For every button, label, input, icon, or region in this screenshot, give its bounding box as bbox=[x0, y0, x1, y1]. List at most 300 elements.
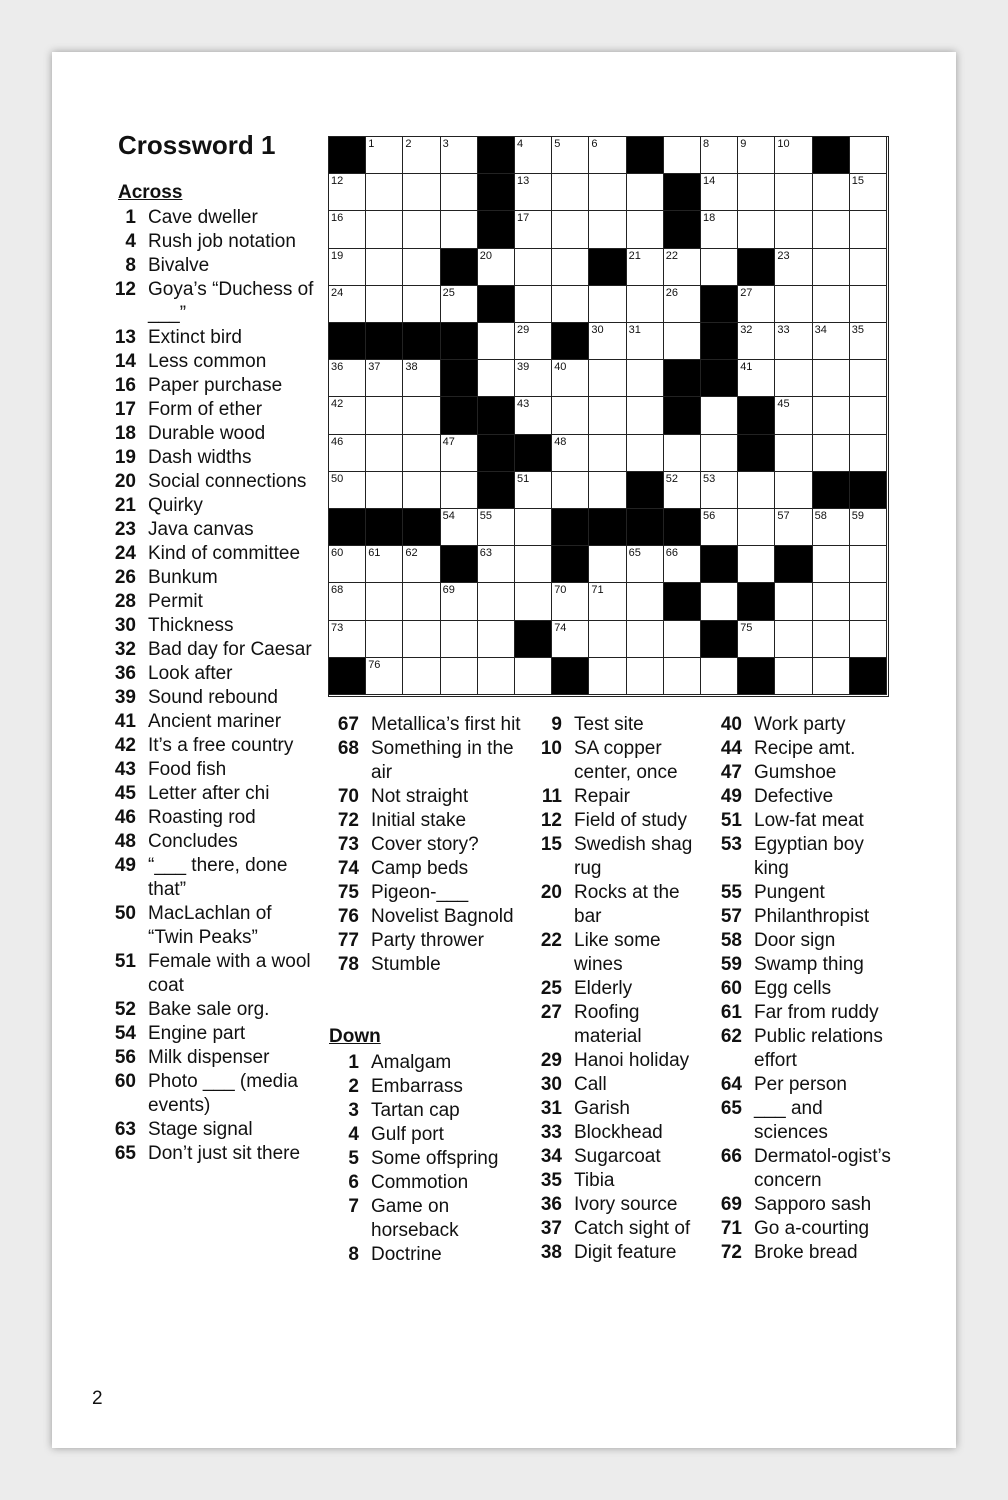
grid-cell[interactable] bbox=[701, 211, 738, 248]
across-clue bbox=[329, 737, 534, 785]
black-square bbox=[515, 621, 552, 658]
clue-number: 45 bbox=[114, 783, 136, 804]
cell-number: 21 bbox=[628, 249, 641, 262]
grid-cell[interactable] bbox=[366, 435, 403, 472]
grid-cell[interactable] bbox=[403, 397, 440, 434]
grid-cell[interactable] bbox=[478, 621, 515, 658]
clue-text: “___ there, done that” bbox=[148, 855, 288, 901]
clue-number: 2 bbox=[348, 1076, 359, 1097]
clue-number: 46 bbox=[114, 807, 136, 828]
grid-cell[interactable] bbox=[441, 435, 478, 472]
grid-cell[interactable] bbox=[515, 286, 552, 323]
grid-cell[interactable] bbox=[664, 286, 701, 323]
grid-cell[interactable] bbox=[664, 546, 701, 583]
across-clue bbox=[106, 350, 322, 374]
grid-cell[interactable] bbox=[775, 211, 812, 248]
down-clue bbox=[532, 1073, 707, 1097]
grid-cell[interactable] bbox=[515, 472, 552, 509]
cell-number: 74 bbox=[554, 621, 567, 634]
clue-number: 63 bbox=[114, 1119, 136, 1140]
grid-cell[interactable] bbox=[403, 286, 440, 323]
grid-cell[interactable] bbox=[441, 583, 478, 620]
down-clue bbox=[712, 761, 896, 785]
clue-number: 57 bbox=[720, 906, 742, 927]
grid-cell[interactable] bbox=[366, 472, 403, 509]
grid-cell[interactable] bbox=[813, 174, 850, 211]
grid-cell[interactable] bbox=[515, 174, 552, 211]
clue-number: 51 bbox=[720, 810, 742, 831]
grid-cell[interactable] bbox=[701, 658, 738, 695]
grid-cell[interactable] bbox=[366, 286, 403, 323]
black-square bbox=[813, 472, 850, 509]
grid-cell[interactable] bbox=[478, 323, 515, 360]
grid-cell[interactable] bbox=[552, 583, 589, 620]
cell-number: 50 bbox=[331, 472, 344, 485]
black-square bbox=[441, 249, 478, 286]
black-square bbox=[701, 360, 738, 397]
down-clue bbox=[532, 1193, 707, 1217]
clue-number: 29 bbox=[540, 1050, 562, 1071]
grid-cell[interactable] bbox=[329, 249, 366, 286]
grid-cell[interactable] bbox=[775, 583, 812, 620]
black-square bbox=[738, 583, 775, 620]
down-clue bbox=[712, 713, 896, 737]
grid-cell[interactable] bbox=[478, 546, 515, 583]
grid-cell[interactable] bbox=[329, 211, 366, 248]
grid-cell[interactable] bbox=[441, 137, 478, 174]
grid-cell[interactable] bbox=[552, 174, 589, 211]
clue-text: Female with a wool coat bbox=[148, 951, 311, 997]
grid-cell[interactable] bbox=[441, 211, 478, 248]
grid-cell[interactable] bbox=[775, 658, 812, 695]
cell-number: 14 bbox=[703, 175, 716, 188]
down-clue bbox=[532, 1097, 707, 1121]
grid-cell[interactable] bbox=[589, 583, 626, 620]
grid-cell[interactable] bbox=[701, 137, 738, 174]
grid-cell[interactable] bbox=[329, 472, 366, 509]
cell-number: 17 bbox=[517, 212, 530, 225]
grid-cell[interactable] bbox=[813, 249, 850, 286]
grid-cell[interactable] bbox=[552, 286, 589, 323]
down-clue bbox=[712, 1145, 896, 1193]
grid-cell[interactable] bbox=[589, 360, 626, 397]
grid-cell[interactable] bbox=[329, 621, 366, 658]
down-clue bbox=[329, 1099, 534, 1123]
grid-cell[interactable] bbox=[403, 583, 440, 620]
clue-number: 30 bbox=[540, 1074, 562, 1095]
black-square bbox=[627, 137, 664, 174]
grid-cell[interactable] bbox=[329, 174, 366, 211]
cell-number: 76 bbox=[368, 658, 381, 671]
cell-number: 34 bbox=[814, 324, 827, 336]
grid-cell[interactable] bbox=[552, 211, 589, 248]
grid-cell[interactable] bbox=[738, 286, 775, 323]
clue-number: 65 bbox=[114, 1143, 136, 1164]
clue-text: Gulf port bbox=[371, 1124, 444, 1145]
grid-cell[interactable] bbox=[627, 174, 664, 211]
grid-cell[interactable] bbox=[775, 360, 812, 397]
grid-cell[interactable] bbox=[403, 174, 440, 211]
clue-number: 60 bbox=[114, 1071, 136, 1092]
grid-cell[interactable] bbox=[850, 174, 887, 211]
clue-number: 49 bbox=[114, 855, 136, 876]
clue-text: Bake sale org. bbox=[148, 999, 270, 1020]
grid-cell[interactable] bbox=[589, 137, 626, 174]
grid-cell[interactable] bbox=[403, 249, 440, 286]
grid-cell[interactable] bbox=[775, 472, 812, 509]
grid-cell[interactable] bbox=[403, 546, 440, 583]
grid-cell[interactable] bbox=[366, 397, 403, 434]
black-square bbox=[552, 323, 589, 360]
cell-number: 47 bbox=[442, 435, 455, 448]
black-square bbox=[664, 174, 701, 211]
down-clue bbox=[532, 737, 707, 785]
clue-number: 31 bbox=[540, 1098, 562, 1119]
across-clue bbox=[106, 782, 322, 806]
clue-text: Quirky bbox=[148, 495, 203, 516]
grid-cell[interactable] bbox=[366, 137, 403, 174]
grid-cell[interactable] bbox=[441, 621, 478, 658]
clue-number: 56 bbox=[114, 1047, 136, 1068]
grid-cell[interactable] bbox=[589, 323, 626, 360]
grid-cell[interactable] bbox=[441, 658, 478, 695]
grid-cell[interactable] bbox=[366, 174, 403, 211]
clue-number: 73 bbox=[337, 834, 359, 855]
clue-text: Java canvas bbox=[148, 519, 254, 540]
black-square bbox=[552, 509, 589, 546]
clue-number: 65 bbox=[720, 1098, 742, 1119]
grid-cell[interactable] bbox=[775, 323, 812, 360]
grid-cell[interactable] bbox=[813, 509, 850, 546]
grid-cell[interactable] bbox=[552, 621, 589, 658]
grid-cell[interactable] bbox=[329, 546, 366, 583]
grid-cell[interactable] bbox=[850, 546, 887, 583]
black-square bbox=[701, 546, 738, 583]
down-clue bbox=[712, 881, 896, 905]
grid-cell[interactable] bbox=[627, 397, 664, 434]
grid-cell[interactable] bbox=[775, 397, 812, 434]
clue-number: 75 bbox=[337, 882, 359, 903]
grid-cell[interactable] bbox=[664, 137, 701, 174]
clue-text: Letter after chi bbox=[148, 783, 270, 804]
grid-cell[interactable] bbox=[775, 174, 812, 211]
clue-number: 34 bbox=[540, 1146, 562, 1167]
clue-text: Work party bbox=[754, 714, 846, 735]
grid-cell[interactable] bbox=[850, 435, 887, 472]
grid-cell[interactable] bbox=[850, 323, 887, 360]
grid-cell[interactable] bbox=[329, 360, 366, 397]
down-clue bbox=[329, 1147, 534, 1171]
grid-cell[interactable] bbox=[664, 323, 701, 360]
grid-cell[interactable] bbox=[589, 286, 626, 323]
clue-text: Field of study bbox=[574, 810, 687, 831]
grid-cell[interactable] bbox=[738, 323, 775, 360]
clue-text: Dermatol-ogist’s concern bbox=[754, 1146, 891, 1192]
grid-cell[interactable] bbox=[478, 583, 515, 620]
down-clue bbox=[532, 977, 707, 1001]
grid-cell[interactable] bbox=[589, 211, 626, 248]
black-square bbox=[478, 211, 515, 248]
black-square bbox=[738, 397, 775, 434]
clue-text: Rush job notation bbox=[148, 231, 296, 252]
grid-cell[interactable] bbox=[738, 174, 775, 211]
down-clue bbox=[532, 929, 707, 977]
grid-cell[interactable] bbox=[627, 249, 664, 286]
grid-cell[interactable] bbox=[664, 621, 701, 658]
cell-number: 5 bbox=[554, 138, 561, 150]
grid-cell[interactable] bbox=[664, 435, 701, 472]
grid-cell[interactable] bbox=[627, 546, 664, 583]
black-square bbox=[738, 435, 775, 472]
grid-cell[interactable] bbox=[589, 472, 626, 509]
grid-cell[interactable] bbox=[478, 249, 515, 286]
grid-cell[interactable] bbox=[515, 583, 552, 620]
cell-number: 53 bbox=[703, 472, 716, 485]
grid-cell[interactable] bbox=[589, 397, 626, 434]
cell-number: 24 bbox=[331, 286, 344, 299]
grid-cell[interactable] bbox=[515, 249, 552, 286]
grid-cell[interactable] bbox=[813, 435, 850, 472]
cell-number: 54 bbox=[442, 510, 455, 522]
clue-text: Tibia bbox=[574, 1170, 615, 1191]
grid-cell[interactable] bbox=[441, 472, 478, 509]
grid-cell[interactable] bbox=[813, 360, 850, 397]
down-clue bbox=[712, 809, 896, 833]
down-clue bbox=[532, 1049, 707, 1073]
grid-cell[interactable] bbox=[627, 211, 664, 248]
cell-number: 58 bbox=[814, 510, 827, 522]
cell-number: 45 bbox=[777, 398, 790, 411]
grid-cell[interactable] bbox=[738, 509, 775, 546]
black-square bbox=[813, 137, 850, 174]
cell-number: 29 bbox=[517, 324, 530, 336]
clue-number: 20 bbox=[114, 471, 136, 492]
cell-number: 4 bbox=[517, 138, 524, 150]
grid-cell[interactable] bbox=[775, 621, 812, 658]
grid-cell[interactable] bbox=[515, 360, 552, 397]
grid-cell[interactable] bbox=[589, 658, 626, 695]
clue-number: 55 bbox=[720, 882, 742, 903]
across-clue bbox=[106, 1022, 322, 1046]
clue-number: 13 bbox=[114, 327, 136, 348]
clue-number: 19 bbox=[114, 447, 136, 468]
grid-cell[interactable] bbox=[701, 435, 738, 472]
clue-number: 78 bbox=[337, 954, 359, 975]
clue-number: 72 bbox=[337, 810, 359, 831]
grid-cell[interactable] bbox=[738, 621, 775, 658]
grid-cell[interactable] bbox=[552, 472, 589, 509]
grid-cell[interactable] bbox=[403, 658, 440, 695]
grid-cell[interactable] bbox=[627, 286, 664, 323]
clue-number: 70 bbox=[337, 786, 359, 807]
grid-cell[interactable] bbox=[813, 397, 850, 434]
grid-cell[interactable] bbox=[441, 509, 478, 546]
grid-cell[interactable] bbox=[738, 211, 775, 248]
black-square bbox=[478, 472, 515, 509]
grid-cell[interactable] bbox=[403, 621, 440, 658]
grid-cell[interactable] bbox=[738, 546, 775, 583]
across-clue bbox=[106, 998, 322, 1022]
down-clue bbox=[532, 1241, 707, 1265]
grid-cell[interactable] bbox=[329, 435, 366, 472]
grid-cell[interactable] bbox=[813, 546, 850, 583]
cell-number: 35 bbox=[851, 324, 865, 336]
grid-cell[interactable] bbox=[775, 137, 812, 174]
grid-cell[interactable] bbox=[627, 323, 664, 360]
grid-cell[interactable] bbox=[515, 211, 552, 248]
grid-cell[interactable] bbox=[627, 435, 664, 472]
grid-cell[interactable] bbox=[366, 249, 403, 286]
grid-cell[interactable] bbox=[552, 435, 589, 472]
grid-cell[interactable] bbox=[403, 137, 440, 174]
grid-cell[interactable] bbox=[850, 286, 887, 323]
crossword-grid[interactable] bbox=[329, 137, 888, 696]
across-clue bbox=[106, 1118, 322, 1142]
cell-number: 40 bbox=[554, 361, 567, 374]
grid-cell[interactable] bbox=[589, 174, 626, 211]
grid-cell[interactable] bbox=[627, 658, 664, 695]
grid-cell[interactable] bbox=[813, 323, 850, 360]
grid-cell[interactable] bbox=[515, 323, 552, 360]
clue-number: 41 bbox=[114, 711, 136, 732]
grid-cell[interactable] bbox=[850, 137, 887, 174]
grid-cell[interactable] bbox=[701, 397, 738, 434]
grid-cell[interactable] bbox=[366, 621, 403, 658]
clue-text: Bad day for Caesar bbox=[148, 639, 312, 660]
cell-number: 65 bbox=[628, 547, 641, 560]
grid-cell[interactable] bbox=[478, 658, 515, 695]
grid-cell[interactable] bbox=[552, 137, 589, 174]
clue-number: 9 bbox=[551, 714, 562, 735]
grid-cell[interactable] bbox=[366, 658, 403, 695]
grid-cell[interactable] bbox=[552, 360, 589, 397]
clue-number: 10 bbox=[540, 738, 562, 759]
grid-cell[interactable] bbox=[403, 211, 440, 248]
clue-number: 25 bbox=[540, 978, 562, 999]
black-square bbox=[589, 509, 626, 546]
grid-cell[interactable] bbox=[813, 621, 850, 658]
clue-text: Look after bbox=[148, 663, 233, 684]
clue-number: 53 bbox=[720, 834, 742, 855]
black-square bbox=[664, 211, 701, 248]
grid-cell[interactable] bbox=[403, 472, 440, 509]
grid-cell[interactable] bbox=[850, 360, 887, 397]
clue-text: Defective bbox=[754, 786, 834, 807]
grid-cell[interactable] bbox=[701, 509, 738, 546]
down-clue bbox=[329, 1195, 534, 1243]
grid-cell[interactable] bbox=[701, 174, 738, 211]
grid-cell[interactable] bbox=[366, 360, 403, 397]
black-square bbox=[441, 397, 478, 434]
down-clue bbox=[712, 1193, 896, 1217]
grid-cell[interactable] bbox=[738, 360, 775, 397]
grid-cell[interactable] bbox=[515, 137, 552, 174]
grid-cell[interactable] bbox=[515, 546, 552, 583]
grid-cell[interactable] bbox=[589, 621, 626, 658]
grid-cell[interactable] bbox=[701, 249, 738, 286]
clue-number: 22 bbox=[540, 930, 562, 951]
grid-cell[interactable] bbox=[850, 509, 887, 546]
grid-cell[interactable] bbox=[664, 658, 701, 695]
grid-cell[interactable] bbox=[366, 211, 403, 248]
clue-number: 59 bbox=[720, 954, 742, 975]
grid-cell[interactable] bbox=[366, 583, 403, 620]
grid-cell[interactable] bbox=[701, 583, 738, 620]
grid-cell[interactable] bbox=[775, 249, 812, 286]
grid-cell[interactable] bbox=[552, 249, 589, 286]
across-clue bbox=[106, 278, 322, 326]
grid-cell[interactable] bbox=[813, 286, 850, 323]
cell-number: 61 bbox=[368, 547, 381, 560]
clue-text: Not straight bbox=[371, 786, 469, 807]
grid-cell[interactable] bbox=[738, 137, 775, 174]
grid-cell[interactable] bbox=[403, 360, 440, 397]
grid-cell[interactable] bbox=[850, 249, 887, 286]
grid-cell[interactable] bbox=[589, 435, 626, 472]
grid-cell[interactable] bbox=[366, 546, 403, 583]
grid-cell[interactable] bbox=[850, 397, 887, 434]
cell-number: 68 bbox=[331, 584, 344, 597]
grid-cell[interactable] bbox=[403, 435, 440, 472]
grid-cell[interactable] bbox=[775, 435, 812, 472]
grid-cell[interactable] bbox=[627, 621, 664, 658]
grid-cell[interactable] bbox=[701, 472, 738, 509]
grid-cell[interactable] bbox=[552, 397, 589, 434]
down-clue bbox=[532, 809, 707, 833]
grid-cell[interactable] bbox=[813, 211, 850, 248]
clue-number: 77 bbox=[337, 930, 359, 951]
clue-text: Engine part bbox=[148, 1023, 246, 1044]
grid-cell[interactable] bbox=[627, 360, 664, 397]
grid-cell[interactable] bbox=[441, 286, 478, 323]
grid-cell[interactable] bbox=[627, 583, 664, 620]
grid-cell[interactable] bbox=[813, 658, 850, 695]
grid-cell[interactable] bbox=[515, 509, 552, 546]
grid-cell[interactable] bbox=[329, 397, 366, 434]
clue-text: Ancient mariner bbox=[148, 711, 282, 732]
clue-number: 6 bbox=[348, 1172, 359, 1193]
grid-cell[interactable] bbox=[664, 472, 701, 509]
grid-cell[interactable] bbox=[589, 546, 626, 583]
grid-cell[interactable] bbox=[850, 621, 887, 658]
grid-cell[interactable] bbox=[775, 509, 812, 546]
black-square bbox=[552, 658, 589, 695]
grid-cell[interactable] bbox=[478, 509, 515, 546]
grid-cell[interactable] bbox=[329, 583, 366, 620]
grid-cell[interactable] bbox=[850, 583, 887, 620]
grid-cell[interactable] bbox=[738, 472, 775, 509]
grid-cell[interactable] bbox=[850, 211, 887, 248]
across-clue bbox=[329, 953, 534, 977]
grid-cell[interactable] bbox=[515, 397, 552, 434]
grid-cell[interactable] bbox=[515, 658, 552, 695]
black-square bbox=[850, 472, 887, 509]
cell-number: 43 bbox=[517, 398, 530, 411]
clue-text: Dash widths bbox=[148, 447, 252, 468]
grid-cell[interactable] bbox=[775, 286, 812, 323]
clue-number: 37 bbox=[540, 1218, 562, 1239]
grid-cell[interactable] bbox=[478, 360, 515, 397]
grid-cell[interactable] bbox=[664, 249, 701, 286]
clue-number: 35 bbox=[540, 1170, 562, 1191]
across-clue bbox=[106, 638, 322, 662]
grid-cell[interactable] bbox=[441, 174, 478, 211]
down-clue bbox=[712, 953, 896, 977]
grid-cell[interactable] bbox=[813, 583, 850, 620]
across-clue bbox=[106, 494, 322, 518]
grid-cell[interactable] bbox=[329, 286, 366, 323]
cell-number: 62 bbox=[405, 547, 418, 560]
